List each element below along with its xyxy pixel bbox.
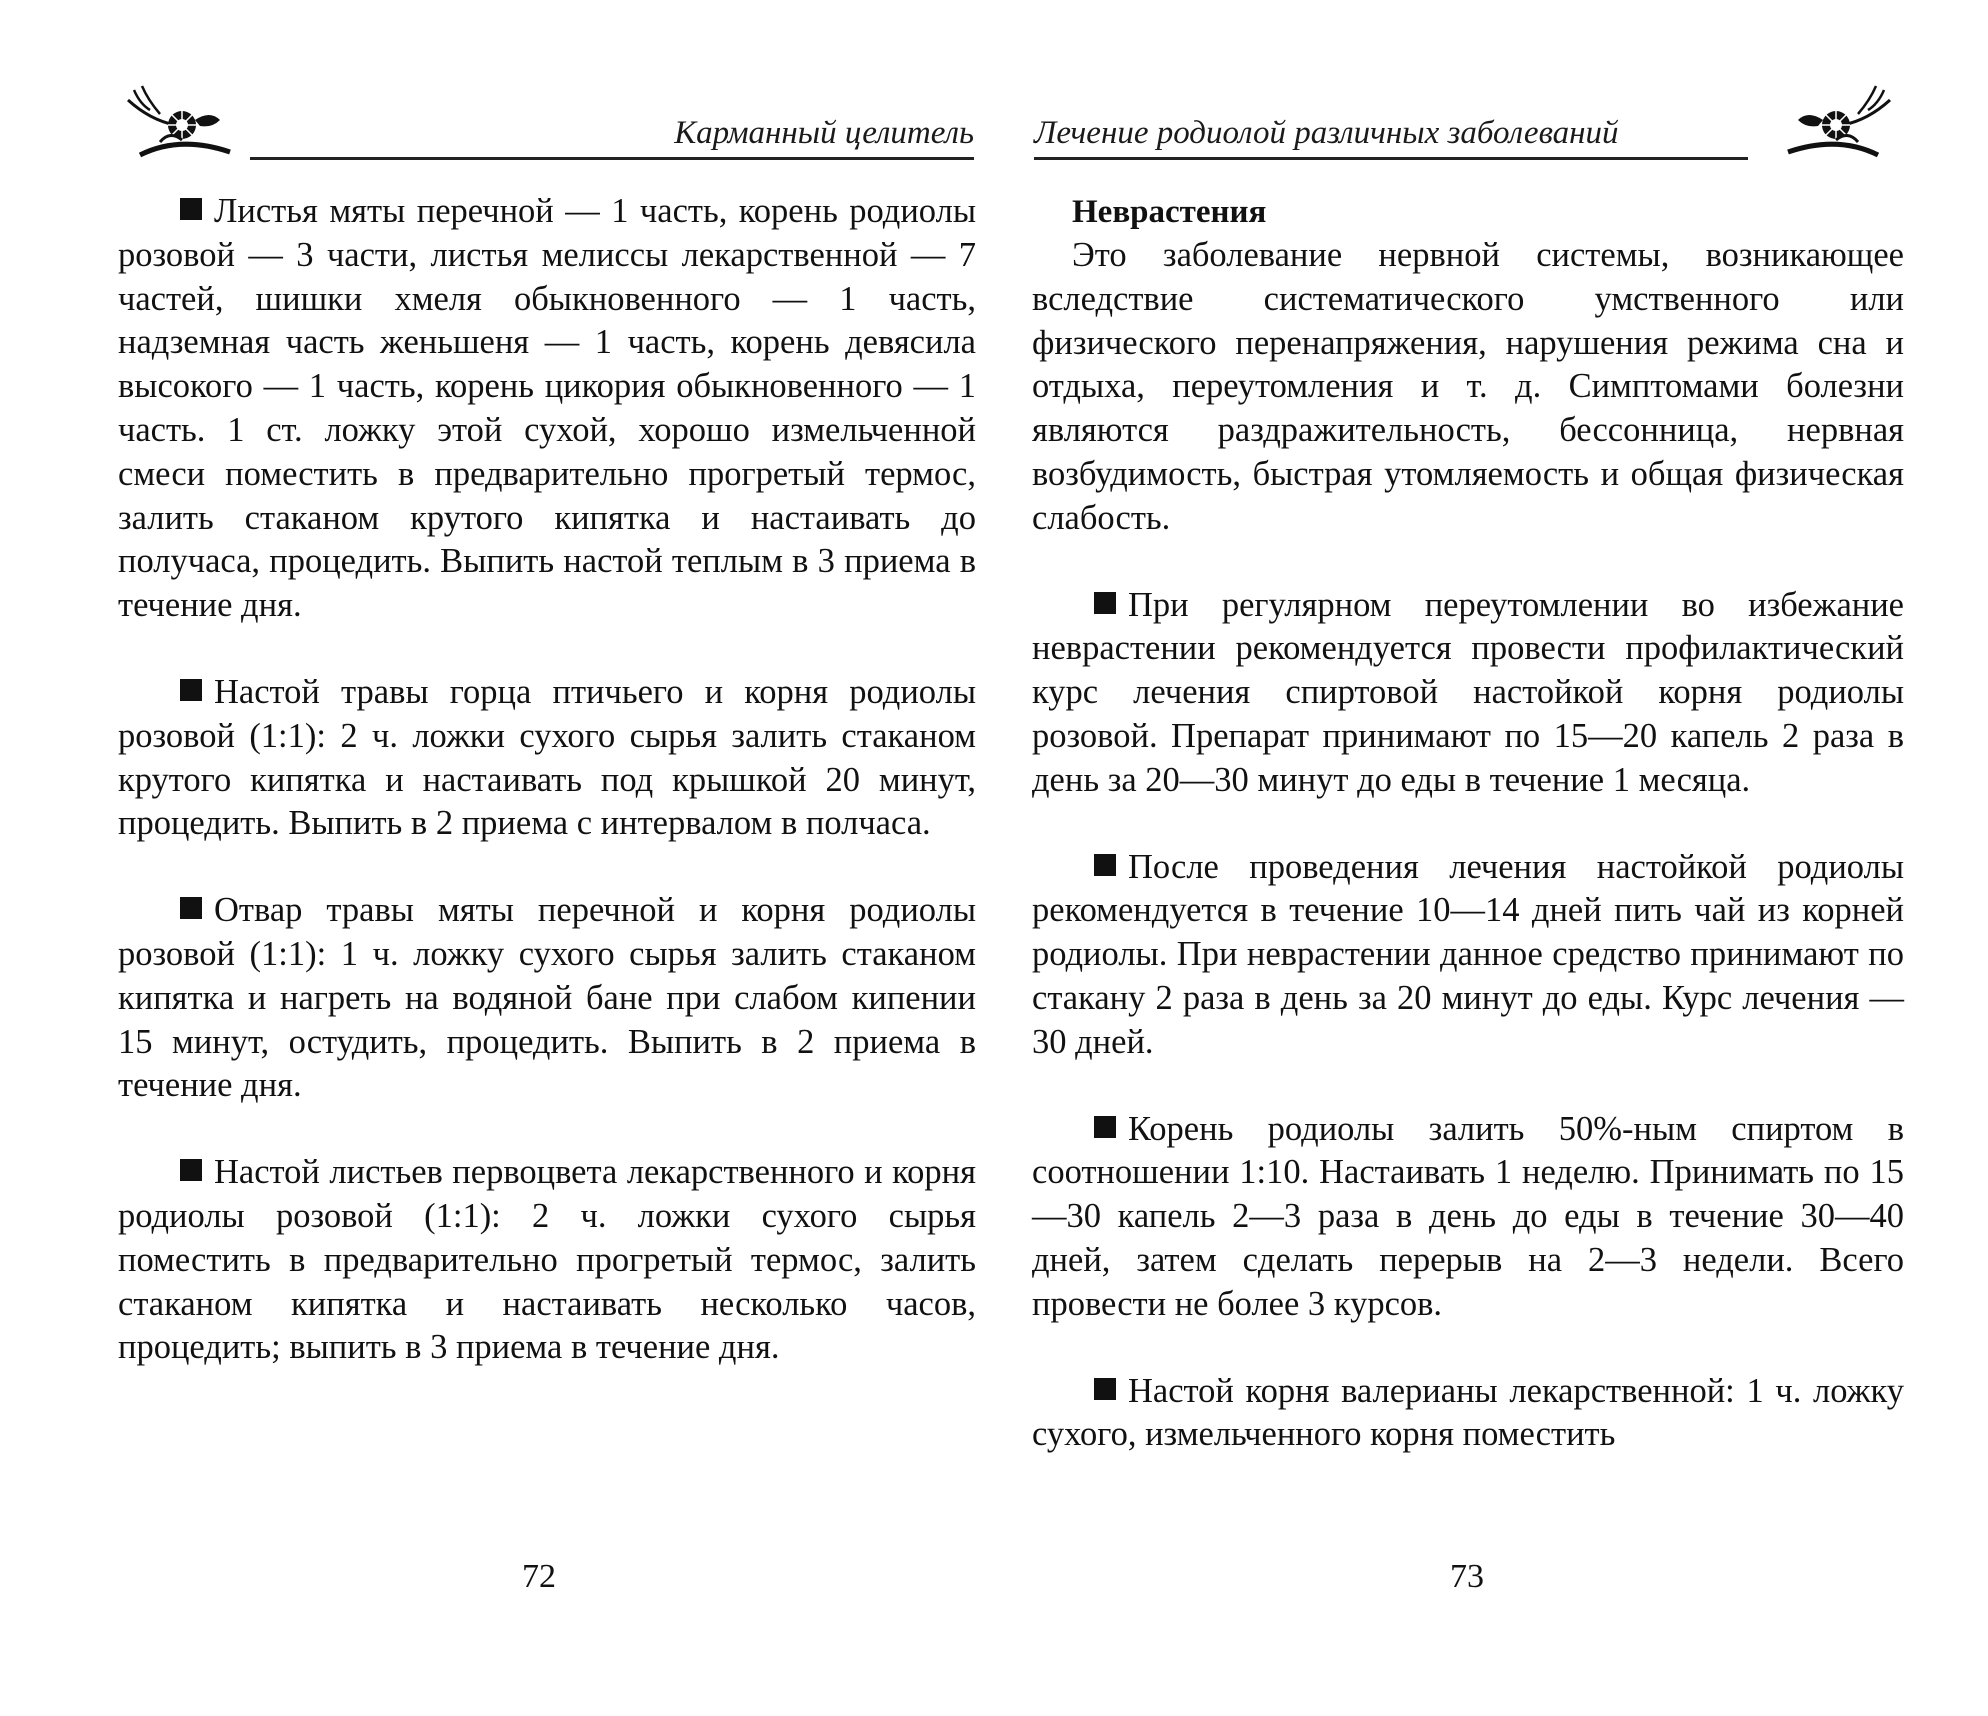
paragraph-text: Настой травы горца птичьего и корня родиолы розовой (1:1): 2 ч. ложки сухого сырья залить стаканом крутого кипятка и настаивать под крышкой 20 минут, процедить. Выпить в 2 приема с интервалом в полчаса. <box>118 672 976 843</box>
recipe-paragraph <box>118 190 976 628</box>
flower-ornament-icon <box>1778 80 1898 170</box>
running-title: Лечение родиолой различных заболеваний <box>1034 115 1619 151</box>
running-title: Карманный целитель <box>674 115 974 151</box>
bullet-square-icon <box>180 1159 202 1181</box>
right-page <box>994 0 1988 1716</box>
paragraph-text: Корень родиолы залить 50%-ным спиртом в соотношении 1:10. Настаивать 1 неделю. Принимать по 15—30 капель 2—3 раза в день до еды в течение 30—40 дней, затем сделать перерыв на 2—3 недели. Всего провести не более 3 курсов. <box>1032 1109 1904 1323</box>
left-body <box>118 190 976 1413</box>
paragraph-text: Настой листьев первоцвета лекарственного и корня родиолы розовой (1:1): 2 ч. ложки сухого сырья поместить в предварительно прогретый термос, залить стаканом кипятка и настаивать несколько часов, процедить; выпить в 3 приема в течение дня. <box>118 1153 976 1367</box>
section-title: Неврастения <box>1072 194 1267 230</box>
bullet-square-icon <box>180 198 202 220</box>
right-header <box>1034 80 1898 180</box>
paragraph-text: При регулярном переутомлении во избежание неврастении рекомендуется провести профилактический курс лечения спиртовой настойкой корня родиолы розовой. Препарат принимают по 15—20 капель 2 раза в день за 20—30 минут до еды в течение 1 месяца. <box>1032 585 1904 799</box>
left-header <box>120 80 994 180</box>
bullet-square-icon <box>1094 592 1116 614</box>
flower-ornament-icon <box>120 80 240 170</box>
bullet-square-icon <box>180 897 202 919</box>
recipe-paragraph <box>1032 846 1904 1065</box>
recipe-paragraph <box>1032 1370 1904 1458</box>
paragraph-text: Настой корня валерианы лекарственной: 1 ч. ложку сухого, измельченного корня поместить <box>1032 1371 1904 1454</box>
paragraph-text: После проведения лечения настойкой родиолы рекомендуется в течение 10—14 дней пить чай из корней родиолы. При неврастении данное средство принимают по стакану 2 раза в день за 20 минут до еды. Курс лечения — 30 дней. <box>1032 847 1904 1061</box>
paragraph-text: Листья мяты перечной — 1 часть, корень родиолы розовой — 3 части, листья мелиссы лекарственной — 7 частей, шишки хмеля обыкновенного — 1 часть, надземная часть женьшеня — 1 часть, корень девясила высокого — 1 часть, корень цикория обыкновенного — 1 часть. 1 ст. ложку этой сухой, хорошо измельченной смеси поместить в предварительно прогретый термос, залить стаканом крутого кипятка и настаивать до получаса, процедить. Выпить настой теплым в 3 приема в течение дня. <box>118 192 976 625</box>
recipe-paragraph <box>118 1151 976 1370</box>
page-number: 73 <box>1450 1558 1484 1595</box>
recipe-paragraph <box>1032 1108 1904 1327</box>
recipe-paragraph <box>1032 584 1904 803</box>
bullet-square-icon <box>1094 1378 1116 1400</box>
bullet-square-icon <box>180 679 202 701</box>
recipe-paragraph <box>118 889 976 1108</box>
header-rule <box>1034 157 1748 160</box>
intro-paragraph: Это заболевание нервной системы, возникающее вследствие систематического умственного или физического перенапряжения, нарушения режима сна и отдыха, переутомления и т. д. Симптомами болезни являются раздражительность, бессонница, нервная возбудимость, быстрая утомляемость и общая физическая слабость. <box>1032 236 1904 537</box>
paragraph-text: Отвар травы мяты перечной и корня родиолы розовой (1:1): 1 ч. ложку сухого сырья залить стаканом кипятка и нагреть на водяной бане при слабом кипении 15 минут, остудить, процедить. Выпить в 2 приема в течение дня. <box>118 891 976 1105</box>
recipe-paragraph <box>118 671 976 846</box>
page-number: 72 <box>522 1558 556 1595</box>
right-body <box>1032 190 1904 1500</box>
bullet-square-icon <box>1094 854 1116 876</box>
header-rule <box>250 157 974 160</box>
bullet-square-icon <box>1094 1116 1116 1138</box>
